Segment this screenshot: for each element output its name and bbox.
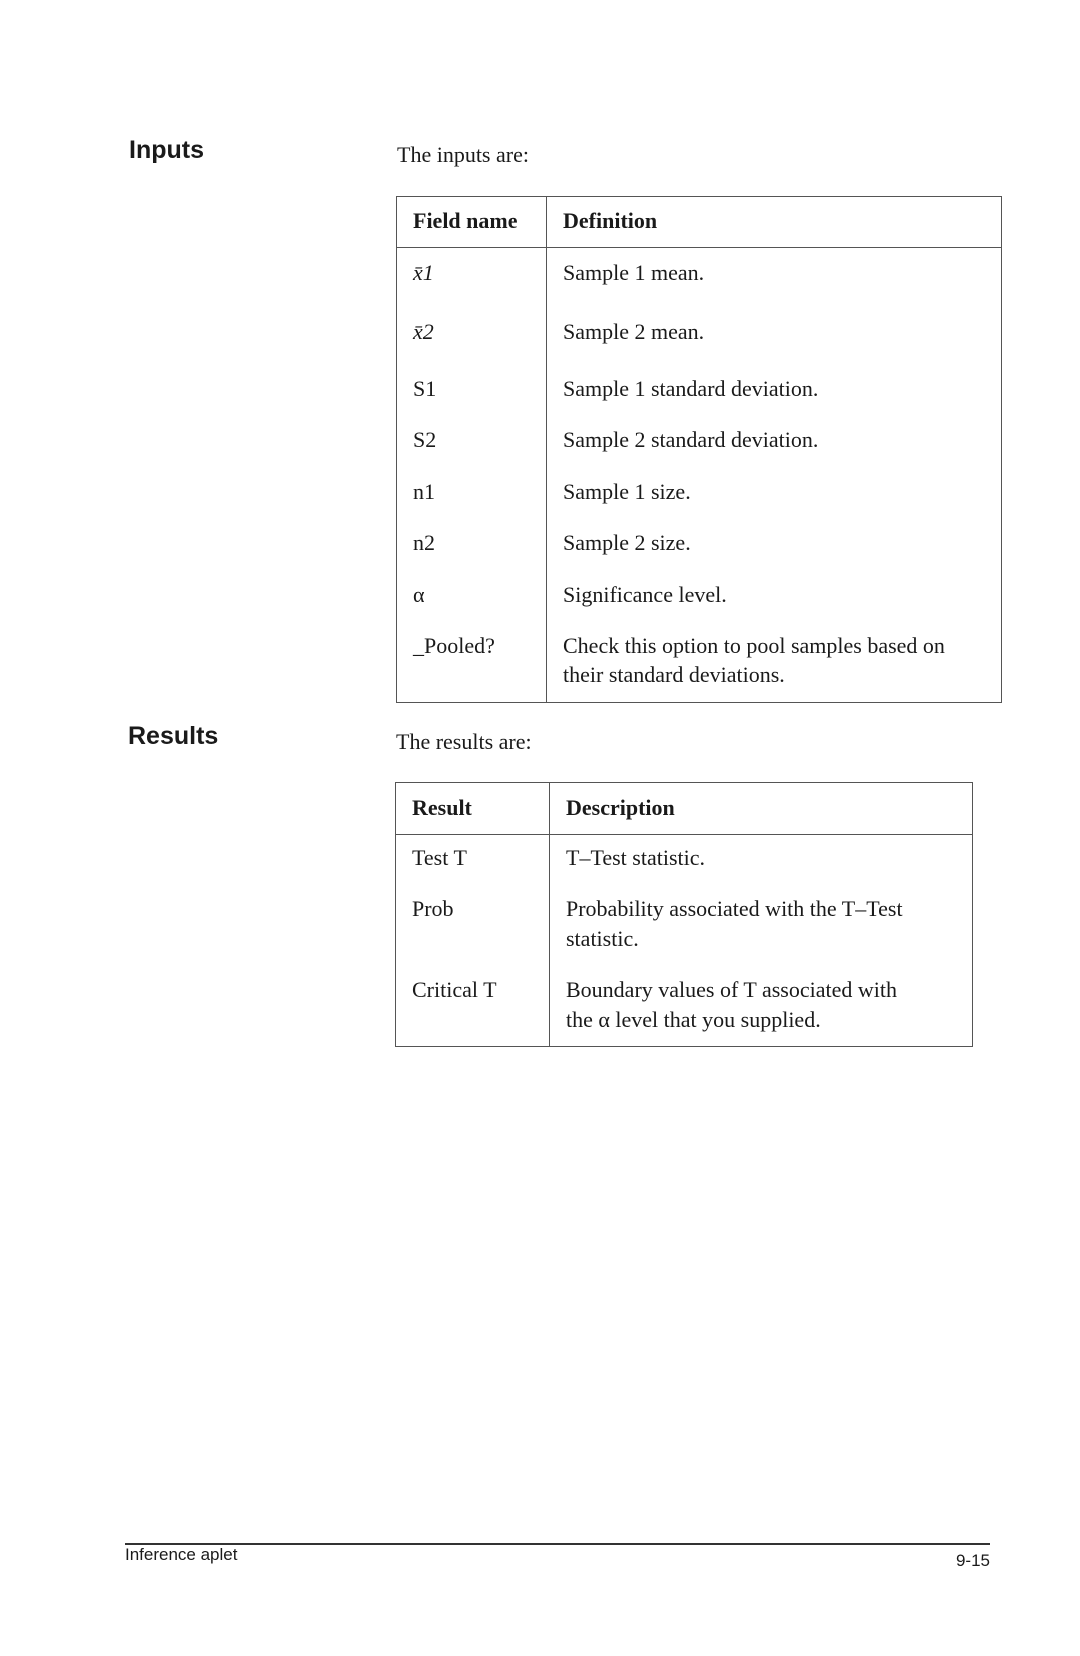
definition-cell: Sample 1 mean. <box>563 260 705 285</box>
header-field-name: Field name <box>413 208 518 233</box>
description-cell-cont: the α level that you supplied. <box>566 1007 821 1032</box>
field-cell: S2 <box>413 427 437 452</box>
results-intro: The results are: <box>396 729 532 754</box>
definition-cell: Check this option to pool samples based on <box>563 633 945 658</box>
page-number: 9-15 <box>955 1551 990 1570</box>
field-cell: x̄1 <box>413 260 434 285</box>
footer-title: Inference aplet <box>125 1545 238 1564</box>
inputs-heading: Inputs <box>129 136 204 164</box>
header-description: Description <box>566 795 675 820</box>
definition-cell: Sample 1 standard deviation. <box>563 376 819 401</box>
definition-cell: Sample 2 mean. <box>563 319 705 344</box>
result-cell: Test T <box>412 845 467 870</box>
description-cell: Probability associated with the T–Test <box>566 896 903 921</box>
description-cell: T–Test statistic. <box>566 845 705 870</box>
field-cell: α <box>413 582 425 607</box>
results-heading: Results <box>128 722 219 750</box>
result-cell: Prob <box>412 896 454 921</box>
definition-cell: Sample 2 size. <box>563 530 691 555</box>
field-cell: n2 <box>413 530 435 555</box>
definition-cell: Sample 1 size. <box>563 479 691 504</box>
footer-rule <box>125 1543 990 1545</box>
definition-cell: Sample 2 standard deviation. <box>563 427 819 452</box>
field-cell: _Pooled? <box>413 633 495 658</box>
inputs-table <box>396 196 1002 703</box>
result-cell: Critical T <box>412 977 497 1002</box>
inputs-intro: The inputs are: <box>397 142 529 167</box>
description-cell: Boundary values of T associated with <box>566 977 897 1002</box>
definition-cell-cont: their standard deviations. <box>563 662 785 687</box>
header-result: Result <box>412 795 472 820</box>
results-table <box>395 782 973 1047</box>
field-cell: S1 <box>413 376 437 401</box>
header-definition: Definition <box>563 208 658 233</box>
field-cell: x̄2 <box>413 319 434 344</box>
definition-cell: Significance level. <box>563 582 727 607</box>
field-cell: n1 <box>413 479 435 504</box>
description-cell-cont: statistic. <box>566 926 639 951</box>
